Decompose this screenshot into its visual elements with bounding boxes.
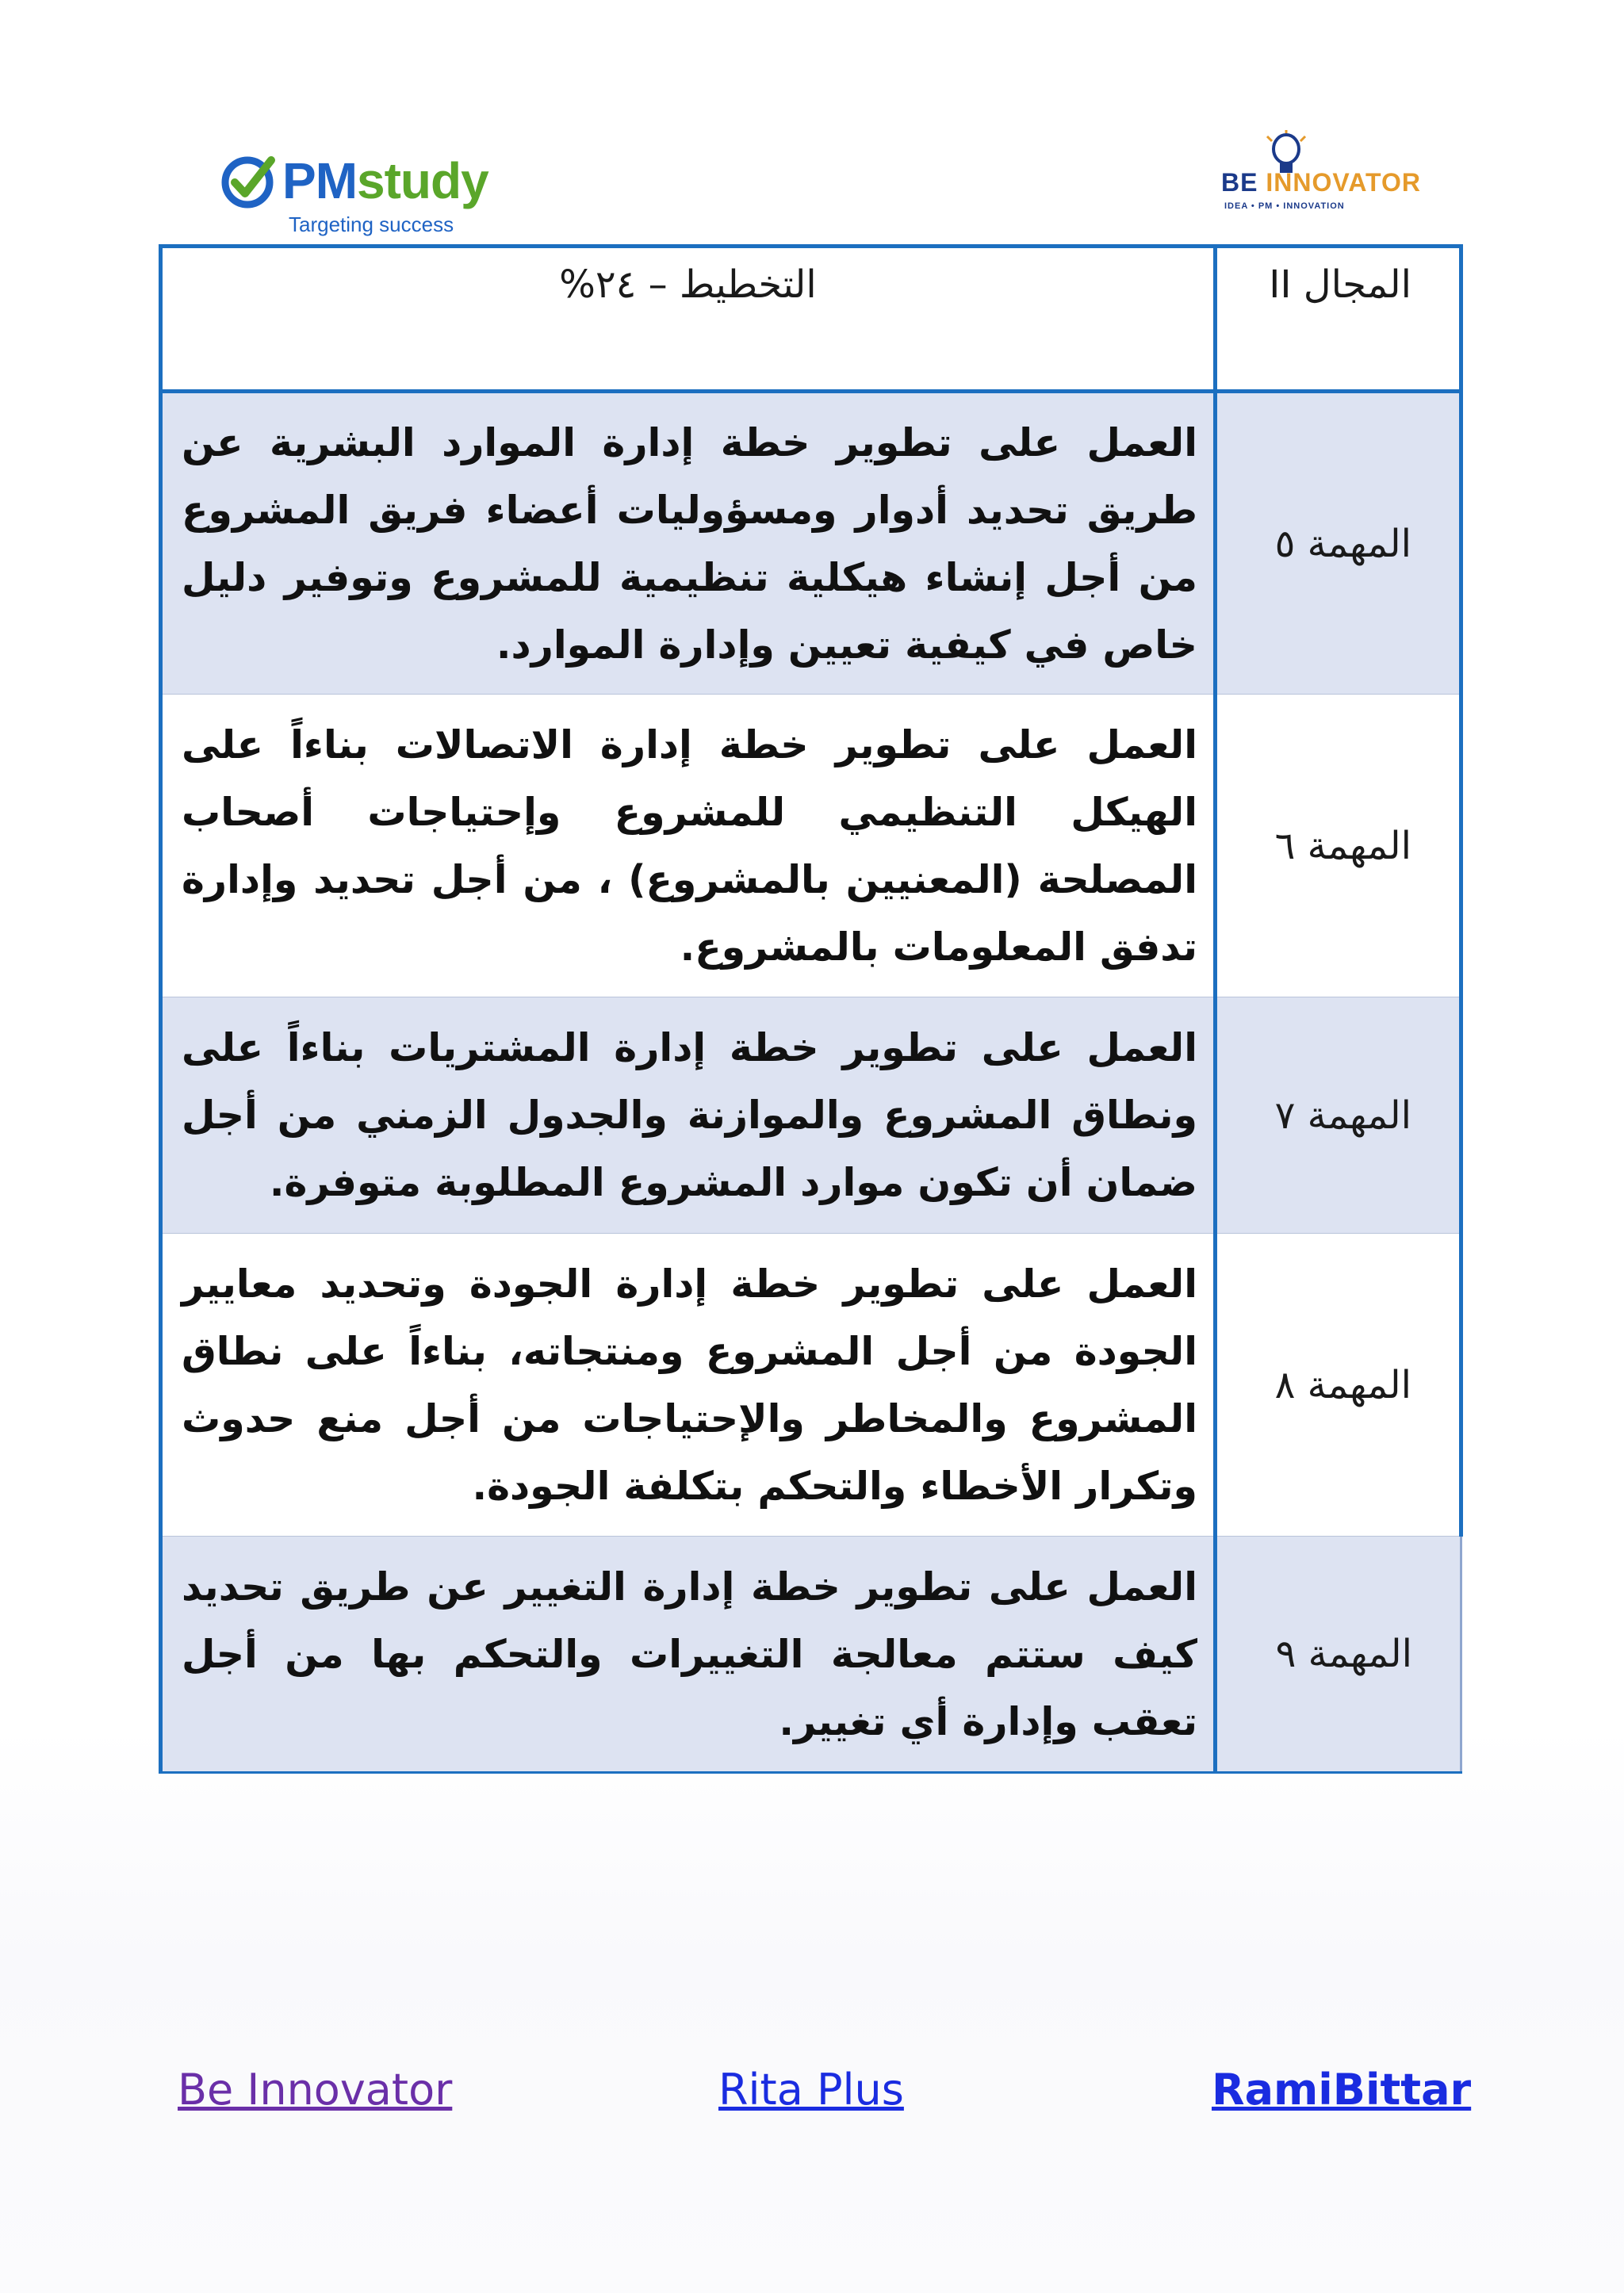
domain-label: المجال II — [1216, 247, 1461, 392]
table-row — [161, 1234, 1461, 1537]
task-label: المهمة ٩ — [1216, 1537, 1461, 1773]
pmstudy-logo — [219, 149, 520, 244]
be-innovator-subtitle: IDEA • PM • INNOVATION — [1224, 201, 1345, 211]
table-row — [161, 392, 1461, 695]
pmstudy-wordmark — [282, 149, 488, 212]
rami-bittar-link[interactable]: RamiBittar — [1212, 2065, 1472, 2115]
domain-tasks-table — [159, 244, 1463, 1774]
task-label: المهمة ٧ — [1216, 997, 1461, 1234]
be-innovator-logo — [1221, 127, 1443, 222]
task-description: العمل على تطوير خطة إدارة الموارد البشرية عن طريق تحديد أدوار ومسؤوليات أعضاء فريق المشروع من أجل إنشاء هيكلية تنظيمية للمشروع وتوفير دليل خاص في كيفية تعيين وإدارة الموارد. — [161, 392, 1216, 695]
checkmark-circle-icon — [219, 152, 276, 209]
page-background — [0, 1728, 1624, 2293]
table-row — [161, 695, 1461, 997]
table-header-row — [161, 247, 1461, 392]
be-innovator-wordmark — [1221, 168, 1421, 197]
task-label: المهمة ٥ — [1216, 392, 1461, 695]
be-innovator-wordmark-innovator: INNOVATOR — [1266, 168, 1422, 197]
domain-title: التخطيط – ٢٤% — [161, 247, 1216, 392]
be-innovator-wordmark-be: BE — [1221, 168, 1266, 197]
pmstudy-tagline: Targeting success — [289, 212, 454, 236]
pmstudy-wordmark-pm: PM — [282, 152, 357, 209]
table-row — [161, 997, 1461, 1234]
task-description: العمل على تطوير خطة إدارة التغيير عن طريق تحديد كيف ستتم معالجة التغييرات والتحكم بها من أجل تعقب وإدارة أي تغيير. — [161, 1537, 1216, 1773]
table-row — [161, 1537, 1461, 1773]
task-description: العمل على تطوير خطة إدارة المشتريات بناءاً على ونطاق المشروع والموازنة والجدول الزمني من أجل ضمان أن تكون موارد المشروع المطلوبة متوفرة. — [161, 997, 1216, 1234]
task-description: العمل على تطوير خطة إدارة الجودة وتحديد معايير الجودة من أجل المشروع ومنتجاته، بناءاً على نطاق المشروع والمخاطر والإحتياجات من أجل منع حدوث وتكرار الأخطاء والتحكم بتكلفة الجودة. — [161, 1234, 1216, 1537]
task-label: المهمة ٦ — [1216, 695, 1461, 997]
pmstudy-wordmark-study: study — [357, 152, 488, 209]
rita-plus-link[interactable]: Rita Plus — [718, 2065, 904, 2115]
task-description: العمل على تطوير خطة إدارة الاتصالات بناءاً على الهيكل التنظيمي للمشروع وإحتياجات أصحاب المصلحة (المعنيين بالمشروع) ، من أجل تحديد وإدارة تدفق المعلومات بالمشروع. — [161, 695, 1216, 997]
be-innovator-link[interactable]: Be Innovator — [178, 2065, 453, 2115]
task-label: المهمة ٨ — [1216, 1234, 1461, 1537]
